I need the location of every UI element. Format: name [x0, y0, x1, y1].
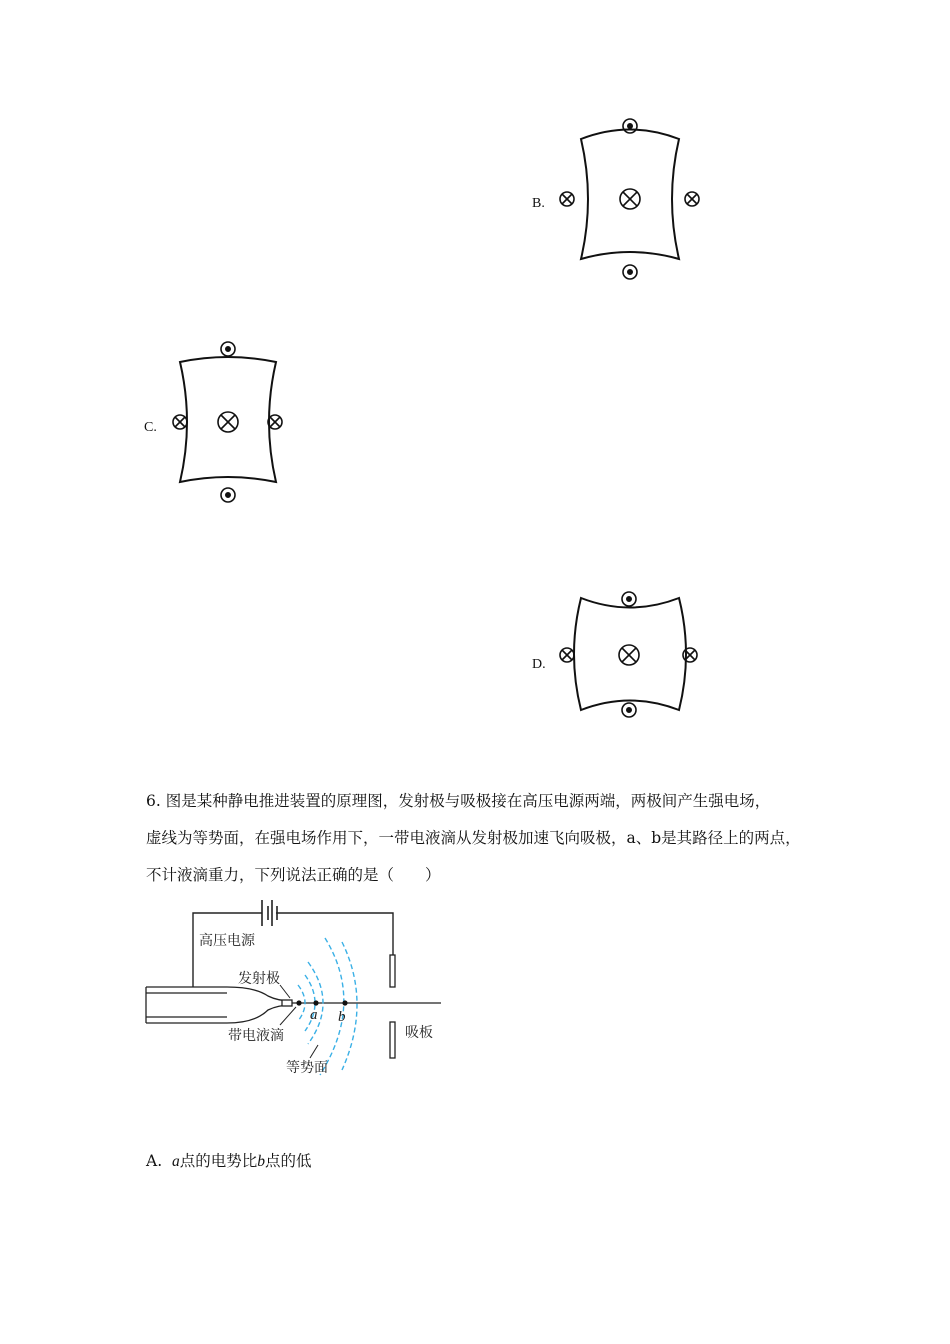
point-a-label: a: [310, 1007, 318, 1023]
answer-a-var-b: b: [257, 1153, 265, 1170]
point-b-dot: [342, 1000, 347, 1005]
point-b-label: b: [338, 1009, 346, 1025]
question-line-3: 不计液滴重力，下列说法正确的是（ ）: [146, 866, 441, 884]
point-emitter-tip: [296, 1000, 301, 1005]
absorber-plate-top: [390, 955, 395, 987]
nozzle: [146, 987, 292, 1023]
battery-symbol: [262, 900, 277, 926]
option-b-label: B.: [532, 196, 545, 211]
option-d-label: D.: [532, 657, 546, 672]
equipotential-label: 等势面: [286, 1060, 328, 1076]
question-line-1: 6. 图是某种静电推进装置的原理图，发射极与吸极接在高压电源两端，两极间产生强电场，: [146, 792, 771, 810]
emitter-label: 发射极: [238, 971, 280, 987]
answer-a-mid: 点的电势比: [179, 1152, 258, 1170]
option-c-label: C.: [144, 420, 157, 435]
droplet-label: 带电液滴: [228, 1028, 284, 1044]
absorber-plate-bottom: [390, 1022, 395, 1058]
power-label: 高压电源: [199, 933, 255, 949]
point-a-dot: [313, 1000, 318, 1005]
answer-a-suffix: 点的低: [265, 1152, 312, 1170]
answer-a-prefix: A.: [146, 1152, 163, 1170]
answer-option-a: [146, 1151, 312, 1172]
answer-a-var-a: a: [171, 1153, 180, 1170]
equipotential-lines: [298, 938, 357, 1075]
question-line-2: 虚线为等势面，在强电场作用下，一带电液滴从发射极加速飞向吸极，a、b是其路径上的两点，: [146, 829, 801, 847]
plate-label: 吸板: [405, 1025, 433, 1041]
